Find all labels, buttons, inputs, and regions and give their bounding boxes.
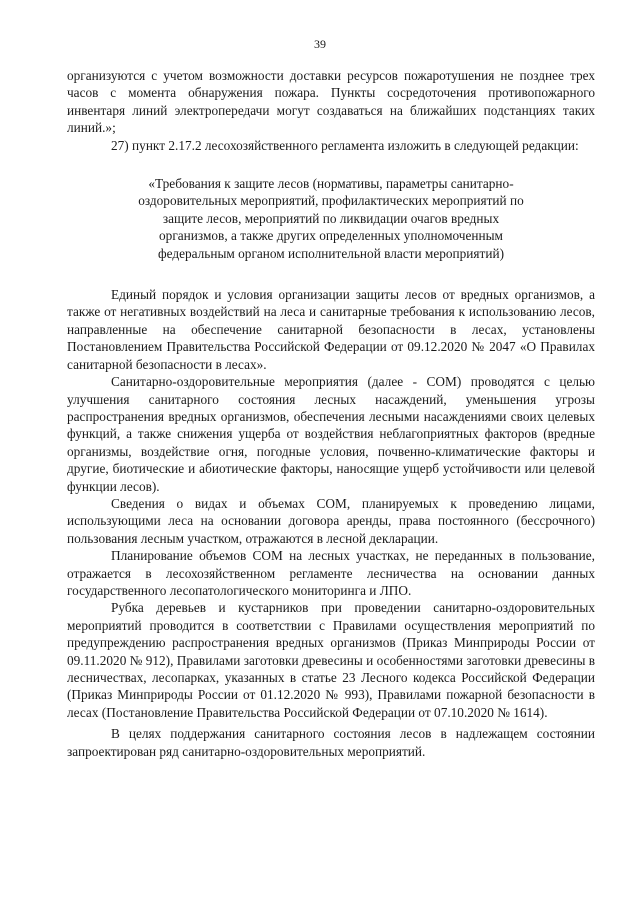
paragraph-conclusion: В целях поддержания санитарного состояния лесов в надлежащем состоянии запроектирован ряд санитарно-оздоровительных мероприятий. [67, 726, 595, 759]
paragraph-item-27: 27) пункт 2.17.2 лесохозяйственного регламента изложить в следующей редакции: [111, 137, 579, 153]
paragraph-unified-order: Единый порядок и условия организации защиты лесов от вредных организмов, а также от негативных воздействий на леса и санитарные требования к использованию лесов, направленные на обеспечение санитарной безопасности в лесах, установлены Постановлением Правительства Российской Федерации от 09.12.2020 № 2047 «О Правилах санитарной безопасности в лесах». [67, 287, 595, 372]
paragraph-felling-rules: Рубка деревьев и кустарников при проведении санитарно-оздоровительных мероприятий проводится в соответствии с Правилами осуществления мероприятий по предупреждению распространения вредных организмов (Приказ Минприроды России от 09.11.2020 № 912), Правилами заготовки древесины и особенностями заготовки древесины в лесничествах, лесопарках, указанных в статье 23 Лесного кодекса Российской Федерации (Приказ Минприроды России от 01.12.2020 № 993), Правилами пожарной безопасности в лесах (Постановление Правительства Российской Федерации от 07.10.2020 № 1614). [67, 600, 595, 720]
paragraph-continued: организуются с учетом возможности доставки ресурсов пожаротушения не позднее трех часов с момента обнаружения пожара. Пункты сосредоточения противопожарного инвентаря линий электропередачи могут создаваться на ближайших подстанциях таких линий.»; [67, 68, 595, 136]
paragraph-som-declaration: Сведения о видах и объемах СОМ, планируемых к проведению лицами, использующими леса на основании договора аренды, права постоянного (бессрочного) пользования лесным участком, отражаются в лесной декларации. [67, 495, 595, 546]
paragraph-som-planning: Планирование объемов СОМ на лесных участках, не переданных в пользование, отражается в лесохозяйственном регламенте лесничества на основании данных государственного лесопатологического мониторинга и ЛПО. [67, 548, 595, 598]
section-heading: «Требования к защите лесов (нормативы, параметры санитарно-оздоровительных мероприятий, профилактических мероприятий по защите лесов, мероприятий по ликвидации очагов вредных организмов, а также других определенных уполномоченным федеральным органом исполнительной власти мероприятий) [138, 176, 524, 261]
document-body [67, 67, 595, 760]
page-number: 39 [314, 37, 326, 51]
paragraph-som-definition: Санитарно-оздоровительные мероприятия (далее - СОМ) проводятся с целью улучшения санитарного состояния лесных насаждений, уменьшения угрозы распространения вредных организмов, обеспечения лесными насаждениями своих целевых функций, а также снижения ущерба от воздействия неблагоприятных факторов (вредные организмы, воздействие огня, погодные условия, почвенно-климатические факторы и другие, биотические и абиотические факторы, наносящие ущерб устойчивости или целевой функции лесов). [67, 374, 595, 494]
